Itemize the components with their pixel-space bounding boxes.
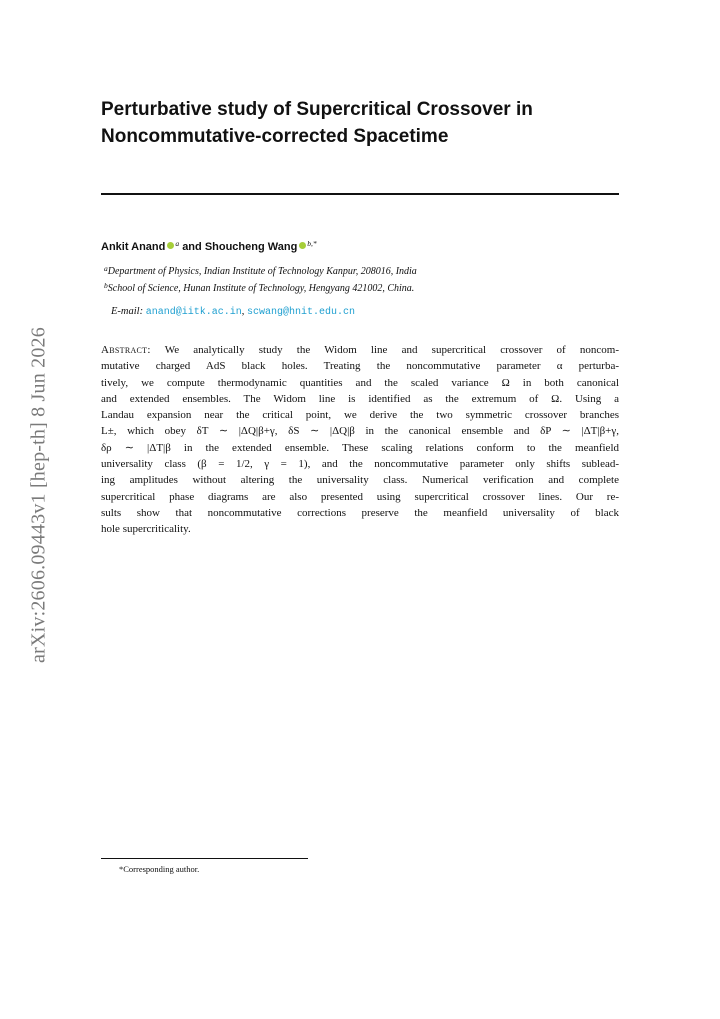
abstract-line xyxy=(101,342,619,358)
affiliation-b xyxy=(104,281,414,294)
abstract-line: Landau expansion near the critical point, we derive the two symmetric crossover branches xyxy=(101,409,619,422)
title-line-2: Noncommutative-corrected Spacetime xyxy=(101,126,449,147)
abstract-line: δρ ∼ |ΔT|β in the extended ensemble. These scaling relations conform to the meanfield xyxy=(101,441,619,454)
author-connector: and xyxy=(182,241,205,253)
abstract-line: sults show that noncommutative corrections preserve the meanfield universality of black xyxy=(101,506,619,519)
abstract-line: hole supercriticality. xyxy=(101,523,191,536)
affiliation-a xyxy=(104,264,417,277)
abstract-line: mutative charged AdS black holes. Treating the noncommutative parameter α perturba- xyxy=(101,360,619,373)
email-link-1[interactable]: anand@iitk.ac.in xyxy=(145,307,242,318)
affiliation-b-text: School of Science, Hunan Institute of Technology, Hengyang 421002, China. xyxy=(107,283,415,294)
author-list xyxy=(101,239,317,253)
affiliation-a-text: Department of Physics, Indian Institute of Technology Kanpur, 208016, India xyxy=(107,266,417,277)
abstract-line: supercritical phase diagrams are also presented using supercritical crossover lines. Our re- xyxy=(101,490,619,503)
abstract-line-text: We analytically study the Widom line and supercritical crossover of noncom- xyxy=(164,344,619,356)
footnote: *Corresponding author. xyxy=(119,864,200,874)
arxiv-stamp-text: arXiv:2606.09443v1 [hep-th] 8 Jun 2026 xyxy=(27,327,50,663)
abstract-line: tively, we compute thermodynamic quantities and the scaled variance Ω in both canonical xyxy=(101,376,619,389)
email-separator: , xyxy=(241,306,247,317)
paper-title xyxy=(101,96,621,150)
abstract-line: L±, which obey δT ∼ |ΔQ|β+γ, δS ∼ |ΔQ|β in the canonical ensemble and δP ∼ |ΔT|β+γ, xyxy=(101,425,619,438)
author-1-affiliation-mark: a xyxy=(175,239,180,248)
abstract-line: universality class (β = 1/2, γ = 1), and the noncommutative parameter only shifts sublead- xyxy=(101,458,619,471)
affiliation-b-mark: b xyxy=(104,281,108,290)
title-line-1: Perturbative study of Supercritical Crossover in xyxy=(101,99,533,120)
arxiv-stamp xyxy=(14,300,64,690)
orcid-icon[interactable] xyxy=(167,242,174,249)
abstract xyxy=(101,342,619,538)
abstract-line: and extended ensembles. The Widom line is identified as the extremum of Ω. Using a xyxy=(101,392,619,405)
email-line xyxy=(111,306,355,318)
abstract-line: ing amplitudes without altering the universality class. Numerical verification and complete xyxy=(101,474,619,487)
orcid-icon[interactable] xyxy=(299,242,306,249)
author-2-name[interactable]: Shoucheng Wang xyxy=(204,241,298,253)
email-label: E-mail: xyxy=(111,306,144,317)
footnote-divider xyxy=(101,858,308,859)
abstract-heading: Abstract: xyxy=(101,344,151,356)
email-link-2[interactable]: scwang@hnit.edu.cn xyxy=(246,307,355,318)
author-2-affiliation-mark: b,* xyxy=(307,239,317,248)
author-1-name[interactable]: Ankit Anand xyxy=(101,241,166,253)
affiliation-a-mark: a xyxy=(104,264,108,273)
title-divider xyxy=(101,193,619,195)
